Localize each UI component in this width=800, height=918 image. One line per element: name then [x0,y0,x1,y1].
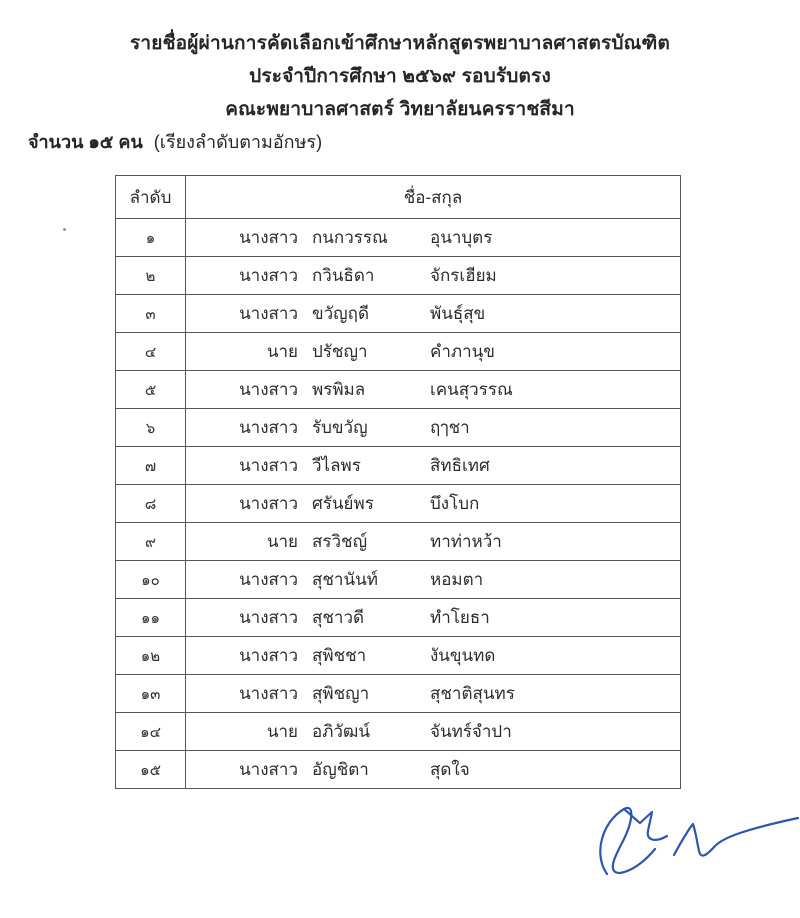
row-order-number: ๗ [116,447,186,485]
table-row [116,599,681,637]
row-name-cell [186,447,681,485]
row-last-name: สิทธิเทศ [430,456,490,475]
row-name-cell [186,599,681,637]
row-first-name: รับขวัญ [312,418,368,437]
row-title-prefix: นางสาว [239,494,298,513]
row-order-number: ๖ [116,409,186,447]
row-name-cell [186,751,681,789]
row-title-prefix: นางสาว [239,380,298,399]
document-title-line1: รายชื่อผู้ผ่านการคัดเลือกเข้าศึกษาหลักสูตรพยาบาลศาสตรบัณฑิต [129,33,670,54]
row-last-name: บึงโบก [430,494,480,513]
row-name-cell [186,485,681,523]
table-row [116,523,681,561]
column-header-order: ลำดับ [116,176,186,219]
row-last-name: จันทร์จำปา [430,722,512,741]
row-name-cell [186,257,681,295]
row-name-wrap [186,566,680,593]
row-name-cell [186,371,681,409]
row-title-prefix: นางสาว [239,266,298,285]
row-order-number: ๑๓ [116,675,186,713]
row-first-name: สุพิชชา [312,646,367,665]
table-row [116,675,681,713]
row-last-name: เคนสุวรรณ [430,380,513,399]
row-first-name: ปรัชญา [312,342,368,361]
row-name-wrap [186,680,680,707]
row-order-number: ๘ [116,485,186,523]
scan-artifact-dot [63,228,66,231]
row-title-prefix: นางสาว [239,608,298,627]
row-title-prefix: นาย [266,722,298,741]
table-row [116,713,681,751]
row-name-cell [186,409,681,447]
row-first-name: สรวิชญ์ [312,532,368,551]
row-order-number: ๑ [116,219,186,257]
row-last-name: คำภานุข [430,342,495,361]
table-row [116,333,681,371]
row-last-name: สุดใจ [430,760,470,779]
row-name-cell [186,523,681,561]
table-row [116,295,681,333]
row-name-wrap [186,338,680,365]
table-row [116,561,681,599]
table-row [116,637,681,675]
column-header-name: ชื่อ-สกุล [186,176,681,219]
row-name-cell [186,637,681,675]
table-row [116,447,681,485]
row-first-name: ขวัญฤดี [312,304,369,323]
name-list-table [115,175,681,789]
table-row [116,485,681,523]
row-name-cell [186,333,681,371]
row-title-prefix: นางสาว [239,228,298,247]
row-order-number: ๑๔ [116,713,186,751]
row-title-prefix: นางสาว [239,646,298,665]
table-header [116,176,681,219]
count-line [28,127,322,156]
row-last-name: สุชาติสุนทร [430,684,515,703]
row-first-name: กนกวรรณ [312,228,388,247]
table-row [116,219,681,257]
row-first-name: วีไลพร [312,456,361,475]
document-title-line3: คณะพยาบาลศาสตร์ วิทยาลัยนครราชสีมา [225,99,575,120]
row-name-cell [186,713,681,751]
row-first-name: สุชานันท์ [312,570,378,589]
row-name-wrap [186,262,680,289]
row-last-name: พันธุ์สุข [430,304,486,323]
table-row [116,257,681,295]
row-title-prefix: นางสาว [239,418,298,437]
row-name-wrap [186,756,680,783]
document-title-line2: ประจำปีการศึกษา ๒๕๖๙ รอบรับตรง [249,66,551,87]
row-last-name: ทำโยธา [430,608,490,627]
row-order-number: ๑๕ [116,751,186,789]
table-body [116,219,681,789]
row-title-prefix: นางสาว [239,760,298,779]
row-order-number: ๓ [116,295,186,333]
row-name-wrap [186,414,680,441]
row-name-wrap [186,528,680,555]
row-last-name: ทาท่าหว้า [430,532,502,551]
row-name-wrap [186,452,680,479]
row-title-prefix: นาย [266,532,298,551]
row-order-number: ๑๐ [116,561,186,599]
row-last-name: ฤๅชา [430,418,470,437]
row-last-name: อุนาบุตร [430,228,493,247]
row-name-cell [186,219,681,257]
row-name-wrap [186,490,680,517]
row-first-name: ศรันย์พร [312,494,374,513]
table-row [116,371,681,409]
row-first-name: กวินธิดา [312,266,375,285]
table-header-row [116,176,681,219]
row-order-number: ๒ [116,257,186,295]
row-order-number: ๕ [116,371,186,409]
row-name-wrap [186,642,680,669]
table-row [116,751,681,789]
row-name-cell [186,561,681,599]
row-order-number: ๑๒ [116,637,186,675]
row-name-wrap [186,718,680,745]
row-order-number: ๙ [116,523,186,561]
row-name-wrap [186,224,680,251]
row-name-cell [186,295,681,333]
row-last-name: งันขุนทด [430,646,496,665]
row-order-number: ๔ [116,333,186,371]
count-note: (เรียงลำดับตามอักษร) [153,132,323,152]
row-first-name: อภิวัฒน์ [312,722,370,741]
row-title-prefix: นางสาว [239,684,298,703]
row-first-name: สุชาวดี [312,608,365,627]
signature-block [582,792,800,910]
row-title-prefix: นาย [266,342,298,361]
row-title-prefix: นางสาว [239,570,298,589]
row-title-prefix: นางสาว [239,456,298,475]
row-title-prefix: นางสาว [239,304,298,323]
row-first-name: อัญชิตา [312,760,369,779]
row-last-name: หอมตา [430,570,484,589]
row-name-wrap [186,300,680,327]
handwritten-signature-icon [582,792,800,910]
row-name-cell [186,675,681,713]
row-first-name: สุพิชญา [312,684,370,703]
row-name-wrap [186,376,680,403]
count-label: จำนวน ๑๕ คน [28,132,143,152]
row-first-name: พรพิมล [312,380,366,399]
row-order-number: ๑๑ [116,599,186,637]
row-last-name: จักรเฮียม [430,266,497,285]
table-row [116,409,681,447]
row-name-wrap [186,604,680,631]
